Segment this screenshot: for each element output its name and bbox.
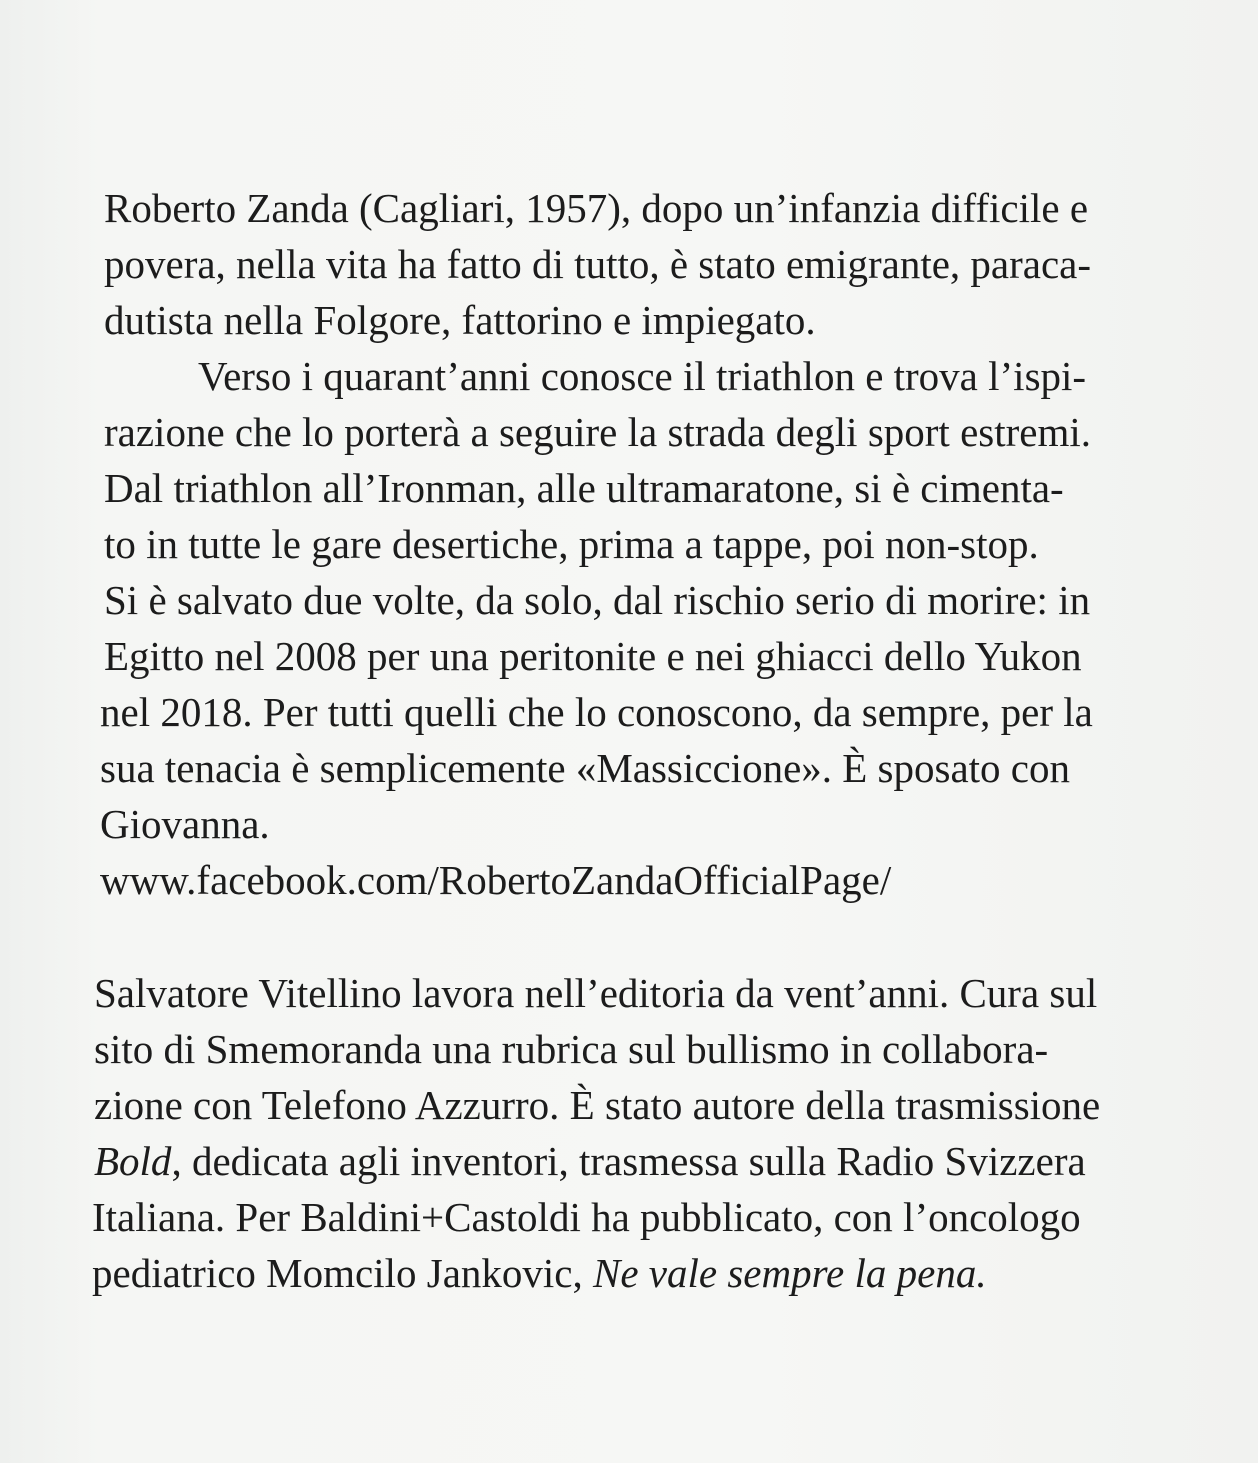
bio-zanda-line-4: Verso i quarant’anni conosce il triathlon e trova l’ispi- [198, 353, 1087, 399]
bio-zanda-line-6: Dal triathlon all’Ironman, alle ultramaratone, si è cimenta- [104, 465, 1064, 511]
bio-zanda-line-2: povera, nella vita ha fatto di tutto, è stato emigrante, paraca- [104, 241, 1092, 287]
bio-zanda-line-9: Egitto nel 2008 per una peritonite e nei ghiacci dello Yukon [104, 633, 1082, 679]
bio-vitellino-line-3: zione con Telefono Azzurro. È stato autore della trasmissione [94, 1082, 1101, 1128]
bio-zanda-line-12: Giovanna. [100, 801, 270, 847]
title-ne-vale-sempre-la-pena: Ne vale sempre la pena. [593, 1250, 987, 1296]
bio-vitellino-line-1: Salvatore Vitellino lavora nell’editoria da vent’anni. Cura sul [94, 970, 1098, 1016]
facebook-url: www.facebook.com/RobertoZandaOfficialPage/ [100, 857, 892, 903]
bio-vitellino-line-4-rest: , dedicata agli inventori, trasmessa sulla Radio Svizzera [171, 1138, 1086, 1184]
title-bold: Bold [94, 1138, 172, 1184]
bio-zanda-line-5: razione che lo porterà a seguire la strada degli sport estremi. [104, 409, 1092, 455]
bio-vitellino-line-4 [94, 1133, 1086, 1189]
bio-zanda-line-11: sua tenacia è semplicemente «Massiccione». È sposato con [100, 745, 1071, 791]
bio-vitellino-line-6-prefix: pediatrico Momcilo Jankovic, [92, 1250, 593, 1296]
bio-zanda-line-3: dutista nella Folgore, fattorino e impiegato. [104, 297, 816, 343]
bio-zanda-line-10: nel 2018. Per tutti quelli che lo conoscono, da sempre, per la [100, 689, 1093, 735]
bio-vitellino-line-6 [92, 1245, 987, 1301]
bio-zanda-line-1: Roberto Zanda (Cagliari, 1957), dopo un’infanzia difficile e [104, 185, 1089, 231]
bio-vitellino-line-2: sito di Smemoranda una rubrica sul bullismo in collabora- [94, 1026, 1049, 1072]
bio-vitellino-line-5: Italiana. Per Baldini+Castoldi ha pubblicato, con l’oncologo [92, 1194, 1081, 1240]
bio-zanda-line-7: to in tutte le gare desertiche, prima a tappe, poi non-stop. [104, 521, 1039, 567]
bio-zanda-line-8: Si è salvato due volte, da solo, dal rischio serio di morire: in [104, 577, 1091, 623]
